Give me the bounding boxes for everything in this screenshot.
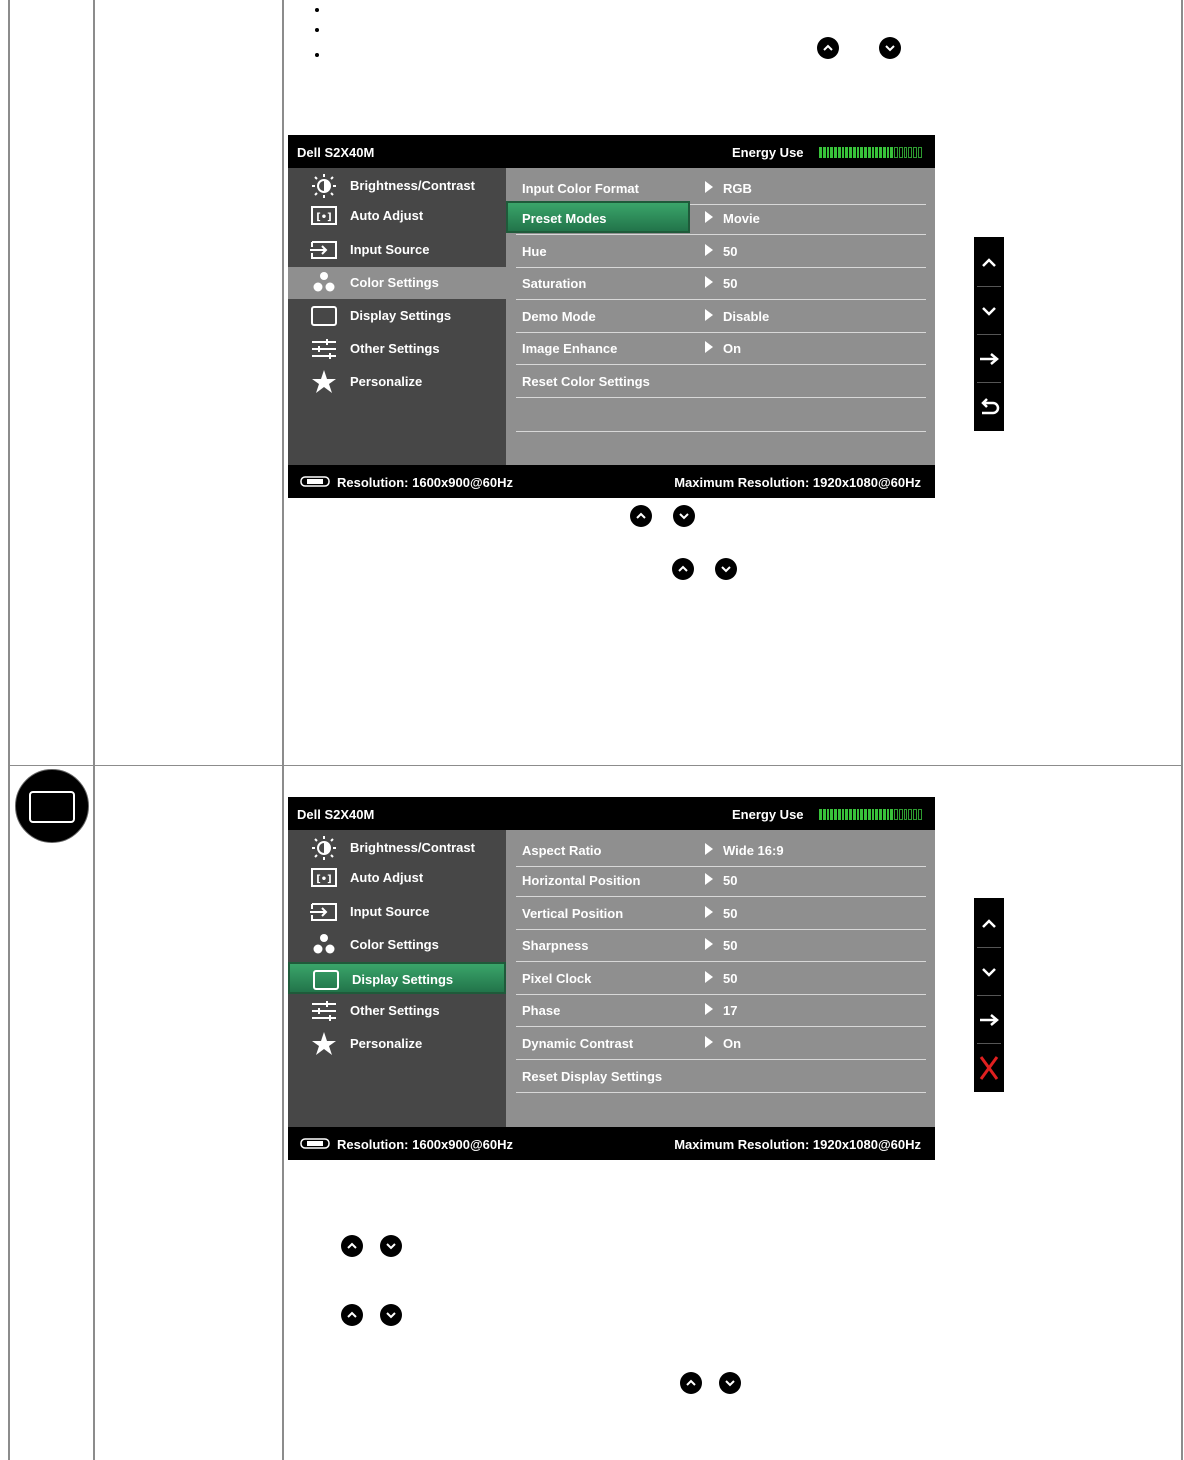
osd-title-bar xyxy=(288,797,935,830)
submenu-row[interactable] xyxy=(516,834,926,867)
up-icon[interactable] xyxy=(974,900,1004,948)
menu-item-label: Input Source xyxy=(350,242,430,257)
osd-submenu xyxy=(506,830,935,1127)
down-button-icon xyxy=(719,1372,741,1394)
menu-item-label: Display Settings xyxy=(350,308,452,323)
submenu-value: On xyxy=(723,1036,742,1051)
energy-use-meter xyxy=(819,147,922,158)
submenu-label: Hue xyxy=(522,244,547,259)
submenu-row[interactable] xyxy=(516,962,926,995)
button-separator xyxy=(977,995,1001,996)
energy-segment xyxy=(899,809,903,820)
maximum-resolution: Maximum Resolution: 1920x1080@60Hz xyxy=(674,475,921,490)
down-button-icon xyxy=(380,1235,402,1257)
maximum-resolution: Maximum Resolution: 1920x1080@60Hz xyxy=(674,1137,921,1152)
energy-segment xyxy=(845,809,848,820)
table-border-col2 xyxy=(282,0,284,1460)
energy-segment xyxy=(857,809,860,820)
up-button-icon xyxy=(341,1235,363,1257)
arrow-right-icon xyxy=(705,181,713,193)
submenu-row[interactable] xyxy=(516,1060,926,1093)
energy-segment xyxy=(887,147,890,158)
submenu-value: On xyxy=(723,341,742,356)
menu-item-personalize[interactable] xyxy=(288,366,506,398)
submenu-label: Reset Display Settings xyxy=(522,1069,663,1084)
energy-segment xyxy=(849,809,852,820)
energy-segment xyxy=(842,147,845,158)
down-button-icon xyxy=(380,1304,402,1326)
energy-segment xyxy=(834,147,837,158)
energy-segment xyxy=(913,809,917,820)
submenu-row[interactable] xyxy=(516,300,926,333)
submenu-label: Reset Color Settings xyxy=(522,374,650,389)
energy-segment xyxy=(849,147,852,158)
arrow-right-icon xyxy=(705,341,713,353)
energy-segment xyxy=(894,147,898,158)
display-settings-icon xyxy=(310,304,338,328)
menu-item-label: Display Settings xyxy=(352,972,454,987)
energy-segment xyxy=(819,809,822,820)
down-button-icon xyxy=(715,558,737,580)
current-resolution: Resolution: 1600x900@60Hz xyxy=(337,475,513,490)
submenu-label: Preset Modes xyxy=(522,211,607,226)
submenu-row[interactable] xyxy=(516,897,926,930)
brightness-icon xyxy=(310,174,338,198)
vga-connector-icon xyxy=(300,475,330,486)
submenu-label: Saturation xyxy=(522,276,587,291)
energy-segment xyxy=(823,147,826,158)
menu-item-input-source[interactable] xyxy=(288,896,506,928)
arrow-right-icon xyxy=(705,211,713,223)
submenu-label: Vertical Position xyxy=(522,906,624,921)
other-settings-icon xyxy=(310,337,338,361)
arrow-right-icon xyxy=(705,843,713,855)
submenu-row[interactable] xyxy=(516,994,926,1027)
energy-use-label: Energy Use xyxy=(732,145,804,160)
energy-segment xyxy=(868,809,871,820)
color-settings-icon xyxy=(310,271,338,295)
menu-item-auto-adjust[interactable] xyxy=(288,200,506,232)
display-settings-icon xyxy=(312,968,340,992)
menu-item-label: Personalize xyxy=(350,374,423,389)
arrow-right-icon xyxy=(705,873,713,885)
submenu-label: Pixel Clock xyxy=(522,971,592,986)
energy-segment xyxy=(879,809,882,820)
submenu-label: Image Enhance xyxy=(522,341,618,356)
osd-model-name: Dell S2X40M xyxy=(297,145,375,160)
submenu-label: Phase xyxy=(522,1003,561,1018)
menu-item-display-settings[interactable] xyxy=(288,962,506,994)
submenu-value: 50 xyxy=(723,906,738,921)
submenu-value: 17 xyxy=(723,1003,738,1018)
energy-segment xyxy=(834,809,837,820)
energy-segment xyxy=(890,147,893,158)
arrow-right-icon xyxy=(705,276,713,288)
energy-segment xyxy=(872,809,875,820)
table-border-left xyxy=(8,0,10,1460)
energy-segment xyxy=(887,809,890,820)
down-button-icon xyxy=(673,505,695,527)
button-separator xyxy=(977,947,1001,948)
enter-icon[interactable] xyxy=(974,996,1004,1044)
list-bullet xyxy=(315,28,319,32)
other-settings-icon xyxy=(310,999,338,1023)
energy-segment xyxy=(908,809,912,820)
menu-item-label: Color Settings xyxy=(350,275,439,290)
submenu-row[interactable] xyxy=(516,267,926,300)
menu-item-label: Color Settings xyxy=(350,937,439,952)
energy-segment xyxy=(918,809,922,820)
energy-use-label: Energy Use xyxy=(732,807,804,822)
menu-item-label: Personalize xyxy=(350,1036,423,1051)
menu-item-label: Brightness/Contrast xyxy=(350,840,475,855)
back-icon[interactable] xyxy=(974,383,1004,431)
menu-item-label: Input Source xyxy=(350,904,430,919)
energy-segment xyxy=(838,809,841,820)
submenu-value: 50 xyxy=(723,244,738,259)
arrow-right-icon xyxy=(705,938,713,950)
energy-segment xyxy=(819,147,822,158)
energy-segment xyxy=(860,809,863,820)
down-icon[interactable] xyxy=(974,287,1004,335)
display-settings-icon xyxy=(15,769,89,843)
up-button-icon xyxy=(817,37,839,59)
menu-item-brightness-contrast[interactable] xyxy=(288,832,506,864)
menu-item-display-settings[interactable] xyxy=(288,300,506,332)
energy-segment xyxy=(827,809,830,820)
submenu-row[interactable] xyxy=(516,332,926,365)
submenu-value: Movie xyxy=(723,211,760,226)
arrow-right-icon xyxy=(705,971,713,983)
brightness-icon xyxy=(310,836,338,860)
submenu-label: Dynamic Contrast xyxy=(522,1036,634,1051)
list-bullet xyxy=(315,53,319,57)
submenu-label: Input Color Format xyxy=(522,181,639,196)
energy-segment xyxy=(904,809,908,820)
up-button-icon xyxy=(672,558,694,580)
energy-segment xyxy=(838,147,841,158)
star-icon xyxy=(310,1032,338,1056)
energy-segment xyxy=(918,147,922,158)
arrow-right-icon xyxy=(705,1003,713,1015)
energy-segment xyxy=(883,809,886,820)
osd-menu-color-settings xyxy=(288,135,935,498)
submenu-label: Aspect Ratio xyxy=(522,843,602,858)
energy-use-meter xyxy=(819,809,922,820)
energy-segment xyxy=(899,147,903,158)
menu-item-label: Other Settings xyxy=(350,341,440,356)
down-icon[interactable] xyxy=(974,948,1004,996)
osd-footer xyxy=(288,1127,935,1160)
energy-segment xyxy=(894,809,898,820)
energy-segment xyxy=(853,147,856,158)
osd-submenu xyxy=(506,168,935,465)
energy-segment xyxy=(875,147,878,158)
button-separator xyxy=(977,1043,1001,1044)
input-source-icon xyxy=(310,900,338,924)
submenu-row[interactable] xyxy=(516,929,926,962)
menu-item-other-settings[interactable] xyxy=(288,333,506,365)
monitor-button-panel xyxy=(974,898,1004,1092)
energy-segment xyxy=(853,809,856,820)
submenu-value: 50 xyxy=(723,276,738,291)
table-border-right xyxy=(1181,0,1183,1460)
menu-item-input-source[interactable] xyxy=(288,234,506,266)
exit-icon[interactable] xyxy=(974,1044,1004,1092)
list-bullet xyxy=(315,8,319,12)
menu-item-label: Brightness/Contrast xyxy=(350,178,475,193)
energy-segment xyxy=(908,147,912,158)
submenu-value: 50 xyxy=(723,938,738,953)
energy-segment xyxy=(875,809,878,820)
submenu-value: 50 xyxy=(723,873,738,888)
vga-connector-icon xyxy=(300,1137,330,1148)
svg-text:[•]: [•] xyxy=(316,874,332,885)
energy-segment xyxy=(830,147,833,158)
up-button-icon xyxy=(341,1304,363,1326)
osd-model-name: Dell S2X40M xyxy=(297,807,375,822)
menu-item-label: Auto Adjust xyxy=(350,870,424,885)
input-source-icon xyxy=(310,238,338,262)
submenu-row[interactable] xyxy=(516,1027,926,1060)
menu-item-personalize[interactable] xyxy=(288,1028,506,1060)
energy-segment xyxy=(860,147,863,158)
submenu-value: Wide 16:9 xyxy=(723,843,784,858)
energy-segment xyxy=(830,809,833,820)
submenu-label: Horizontal Position xyxy=(522,873,641,888)
submenu-row[interactable] xyxy=(516,202,926,235)
submenu-value: 50 xyxy=(723,971,738,986)
energy-segment xyxy=(868,147,871,158)
menu-item-label: Auto Adjust xyxy=(350,208,424,223)
button-separator xyxy=(977,382,1001,383)
color-settings-icon xyxy=(310,933,338,957)
arrow-right-icon xyxy=(705,1036,713,1048)
osd-main-menu xyxy=(288,168,506,465)
submenu-row[interactable] xyxy=(516,864,926,897)
monitor-button-panel xyxy=(974,237,1004,431)
arrow-right-icon xyxy=(705,309,713,321)
up-icon[interactable] xyxy=(974,239,1004,287)
energy-segment xyxy=(823,809,826,820)
svg-text:[•]: [•] xyxy=(316,212,332,223)
energy-segment xyxy=(872,147,875,158)
submenu-value: RGB xyxy=(723,181,752,196)
submenu-label: Demo Mode xyxy=(522,309,596,324)
energy-segment xyxy=(857,147,860,158)
submenu-row[interactable] xyxy=(516,235,926,268)
down-button-icon xyxy=(879,37,901,59)
osd-menu-display-settings xyxy=(288,797,935,1160)
up-button-icon xyxy=(630,505,652,527)
arrow-right-icon xyxy=(705,906,713,918)
energy-segment xyxy=(864,809,867,820)
osd-title-bar xyxy=(288,135,935,168)
menu-item-brightness-contrast[interactable] xyxy=(288,170,506,202)
arrow-right-icon xyxy=(705,244,713,256)
submenu-value: Disable xyxy=(723,309,770,324)
enter-icon[interactable] xyxy=(974,335,1004,383)
menu-item-color-settings[interactable] xyxy=(288,929,506,961)
auto-adjust-icon xyxy=(310,866,338,890)
up-button-icon xyxy=(680,1372,702,1394)
energy-segment xyxy=(864,147,867,158)
current-resolution: Resolution: 1600x900@60Hz xyxy=(337,1137,513,1152)
energy-segment xyxy=(842,809,845,820)
menu-item-color-settings[interactable] xyxy=(288,267,506,299)
submenu-row-empty xyxy=(516,399,926,432)
energy-segment xyxy=(883,147,886,158)
auto-adjust-icon xyxy=(310,204,338,228)
menu-item-label: Other Settings xyxy=(350,1003,440,1018)
star-icon xyxy=(310,370,338,394)
submenu-label: Sharpness xyxy=(522,938,589,953)
submenu-row[interactable] xyxy=(516,365,926,398)
osd-main-menu xyxy=(288,830,506,1127)
button-separator xyxy=(977,286,1001,287)
menu-item-other-settings[interactable] xyxy=(288,995,506,1027)
table-border-col1 xyxy=(93,0,95,1460)
energy-segment xyxy=(913,147,917,158)
button-separator xyxy=(977,334,1001,335)
energy-segment xyxy=(904,147,908,158)
table-row-divider xyxy=(9,765,1183,766)
energy-segment xyxy=(845,147,848,158)
menu-item-auto-adjust[interactable] xyxy=(288,862,506,894)
energy-segment xyxy=(890,809,893,820)
energy-segment xyxy=(879,147,882,158)
energy-segment xyxy=(827,147,830,158)
osd-footer xyxy=(288,465,935,498)
